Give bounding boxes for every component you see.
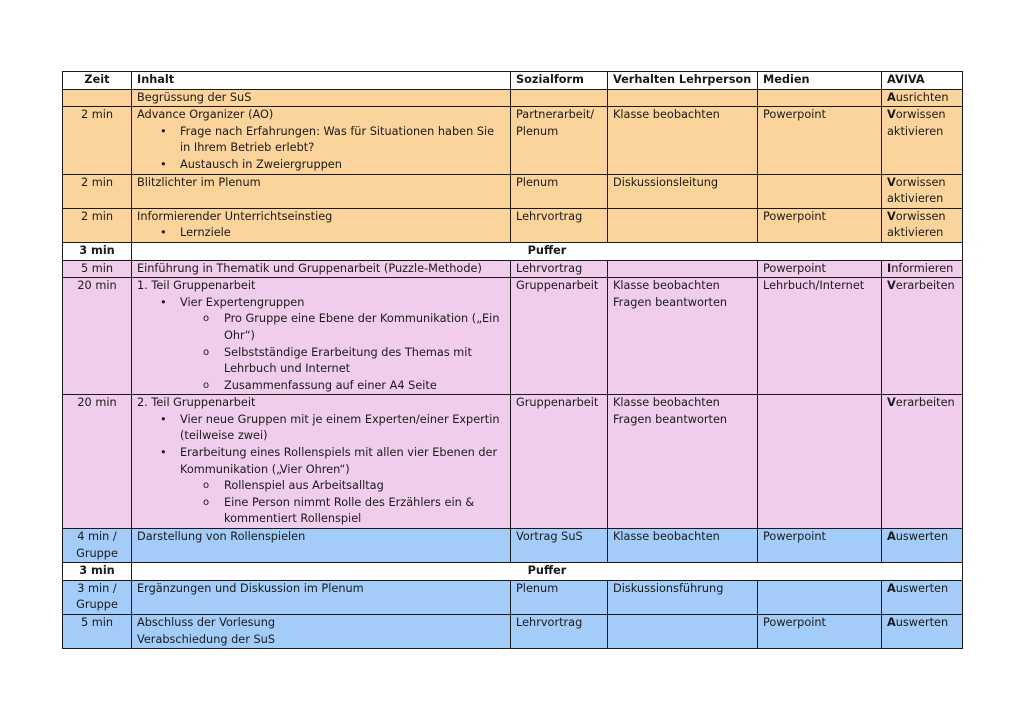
cell-medien: [758, 395, 882, 529]
bullet-item: • Lernziele: [137, 225, 505, 242]
cell-zeit: 20 min: [63, 395, 132, 529]
cell-inhalt: [132, 208, 511, 242]
puffer-label: Puffer: [132, 242, 963, 260]
aviva-initial: V: [887, 396, 896, 410]
cell-aviva: [882, 580, 963, 614]
content-line: Ergänzungen und Diskussion im Plenum: [137, 581, 364, 595]
bullet-item: • Erarbeitung eines Rollenspiels mit allen vier Ebenen der Kommunikation („Vier Ohren“): [137, 445, 505, 478]
cell-aviva: [882, 529, 963, 563]
cell-sozialform: Gruppenarbeit: [511, 278, 608, 395]
aviva-initial: A: [887, 90, 896, 104]
content-line: Abschluss der Vorlesung: [137, 616, 276, 629]
aviva-rest: erarbeiten: [895, 396, 955, 410]
aviva-initial: V: [887, 175, 896, 189]
cell-zeit: 4 min / Gruppe: [63, 529, 132, 563]
aviva-rest: usrichten: [895, 90, 949, 104]
cell-sozialform: Plenum: [511, 174, 608, 208]
table-row: [63, 208, 963, 242]
aviva-initial: V: [887, 279, 896, 293]
cell-verhalten: Klasse beobachten: [608, 529, 758, 563]
cell-zeit: 3 min: [63, 242, 132, 260]
content-line: Informierender Unterrichtseinstieg: [137, 209, 333, 223]
table-row: [63, 107, 963, 174]
aviva-initial: A: [887, 581, 896, 595]
header-inhalt: Inhalt: [132, 72, 511, 90]
aviva-initial: A: [887, 530, 896, 544]
cell-sozialform: Gruppenarbeit: [511, 395, 608, 529]
cell-sozialform: Lehrvortrag: [511, 615, 608, 649]
table-row: [63, 563, 963, 581]
cell-inhalt: [132, 615, 511, 649]
cell-sozialform: Partnerarbeit/ Plenum: [511, 107, 608, 174]
table-row: [63, 580, 963, 614]
cell-verhalten: Klasse beobachten Fragen beantworten: [608, 278, 758, 395]
aviva-rest: uswerten: [895, 581, 949, 595]
content-line: Darstellung von Rollenspielen: [137, 530, 306, 544]
cell-zeit: 2 min: [63, 107, 132, 174]
table-row: [63, 615, 963, 649]
cell-sozialform: Vortrag SuS: [511, 529, 608, 563]
cell-inhalt: [132, 395, 511, 529]
bullet-item: o Rollenspiel aus Arbeitsalltag: [137, 478, 505, 495]
cell-aviva: [882, 615, 963, 649]
header-aviva: AVIVA: [882, 72, 963, 90]
aviva-rest: orwissen aktivieren: [887, 108, 946, 138]
cell-verhalten: [608, 208, 758, 242]
cell-verhalten: [608, 89, 758, 107]
content-line: 1. Teil Gruppenarbeit: [137, 279, 256, 293]
cell-zeit: 5 min: [63, 615, 132, 649]
cell-inhalt: [132, 529, 511, 563]
header-medien: Medien: [758, 72, 882, 90]
cell-inhalt: [132, 107, 511, 174]
cell-sozialform: Plenum: [511, 580, 608, 614]
aviva-initial: I: [887, 261, 892, 275]
table-body: [63, 89, 963, 649]
bullet-item: • Austausch in Zweiergruppen: [137, 157, 505, 174]
cell-medien: [758, 580, 882, 614]
cell-verhalten: Klasse beobachten: [608, 107, 758, 174]
cell-verhalten: Diskussionsführung: [608, 580, 758, 614]
content-line: Advance Organizer (AO): [137, 108, 274, 122]
content-line: Blitzlichter im Plenum: [137, 175, 261, 189]
cell-zeit: 2 min: [63, 208, 132, 242]
bullet-item: • Vier neue Gruppen mit je einem Experten/einer Expertin (teilweise zwei): [137, 412, 505, 445]
cell-medien: [758, 89, 882, 107]
content-line: Einführung in Thematik und Gruppenarbeit (Puzzle-Methode): [137, 261, 482, 275]
aviva-rest: uswerten: [895, 616, 949, 629]
header-row: [63, 72, 963, 90]
cell-medien: Powerpoint: [758, 208, 882, 242]
cell-medien: Powerpoint: [758, 615, 882, 649]
cell-verhalten: Diskussionsleitung: [608, 174, 758, 208]
bullet-item: o Pro Gruppe eine Ebene der Kommunikation („Ein Ohr“): [137, 311, 505, 344]
cell-sozialform: Lehrvortrag: [511, 260, 608, 278]
cell-medien: Powerpoint: [758, 107, 882, 174]
cell-aviva: [882, 395, 963, 529]
aviva-rest: orwissen aktivieren: [887, 209, 946, 240]
table-row: [63, 89, 963, 107]
aviva-initial: A: [887, 616, 896, 629]
table-row: [63, 260, 963, 278]
cell-zeit: 20 min: [63, 278, 132, 395]
bullet-item: o Selbstständige Erarbeitung des Themas mit Lehrbuch und Internet: [137, 345, 505, 378]
bullet-item: o Zusammenfassung auf einer A4 Seite: [137, 378, 505, 395]
header-sozialform: Sozialform: [511, 72, 608, 90]
aviva-rest: erarbeiten: [895, 279, 955, 293]
cell-aviva: [882, 260, 963, 278]
cell-sozialform: [511, 89, 608, 107]
bullet-item: • Frage nach Erfahrungen: Was für Situationen haben Sie in Ihrem Betrieb erlebt?: [137, 124, 505, 157]
content-line: Verabschiedung der SuS: [137, 632, 275, 646]
lesson-plan-table: [62, 71, 963, 649]
content-line: 2. Teil Gruppenarbeit: [137, 396, 256, 410]
content-line: Begrüssung der SuS: [137, 90, 252, 104]
bullet-item: • Vier Expertengruppen: [137, 295, 505, 312]
aviva-rest: uswerten: [895, 530, 949, 544]
cell-aviva: [882, 174, 963, 208]
cell-medien: Powerpoint: [758, 260, 882, 278]
cell-verhalten: Klasse beobachten Fragen beantworten: [608, 395, 758, 529]
cell-zeit: 5 min: [63, 260, 132, 278]
cell-verhalten: [608, 260, 758, 278]
aviva-rest: orwissen aktivieren: [887, 175, 946, 206]
cell-inhalt: [132, 174, 511, 208]
puffer-label: Puffer: [132, 563, 963, 581]
bullet-item: o Eine Person nimmt Rolle des Erzählers ein & kommentiert Rollenspiel: [137, 495, 505, 528]
table-row: [63, 174, 963, 208]
cell-aviva: [882, 89, 963, 107]
header-zeit: Zeit: [63, 72, 132, 90]
table-row: [63, 529, 963, 563]
cell-zeit: 2 min: [63, 174, 132, 208]
cell-inhalt: [132, 89, 511, 107]
cell-medien: Powerpoint: [758, 529, 882, 563]
header-verhalten: Verhalten Lehrperson: [608, 72, 758, 90]
cell-zeit: 3 min: [63, 563, 132, 581]
cell-aviva: [882, 208, 963, 242]
cell-aviva: [882, 278, 963, 395]
cell-inhalt: [132, 580, 511, 614]
cell-sozialform: Lehrvortrag: [511, 208, 608, 242]
cell-aviva: [882, 107, 963, 174]
table-row: [63, 395, 963, 529]
cell-medien: Lehrbuch/Internet: [758, 278, 882, 395]
aviva-rest: nformieren: [891, 261, 954, 275]
table-row: [63, 242, 963, 260]
cell-zeit: 3 min / Gruppe: [63, 580, 132, 614]
cell-verhalten: [608, 615, 758, 649]
aviva-initial: V: [887, 209, 896, 223]
cell-medien: [758, 174, 882, 208]
aviva-initial: V: [887, 108, 896, 122]
table-row: [63, 278, 963, 395]
cell-inhalt: [132, 260, 511, 278]
cell-zeit: [63, 89, 132, 107]
cell-inhalt: [132, 278, 511, 395]
